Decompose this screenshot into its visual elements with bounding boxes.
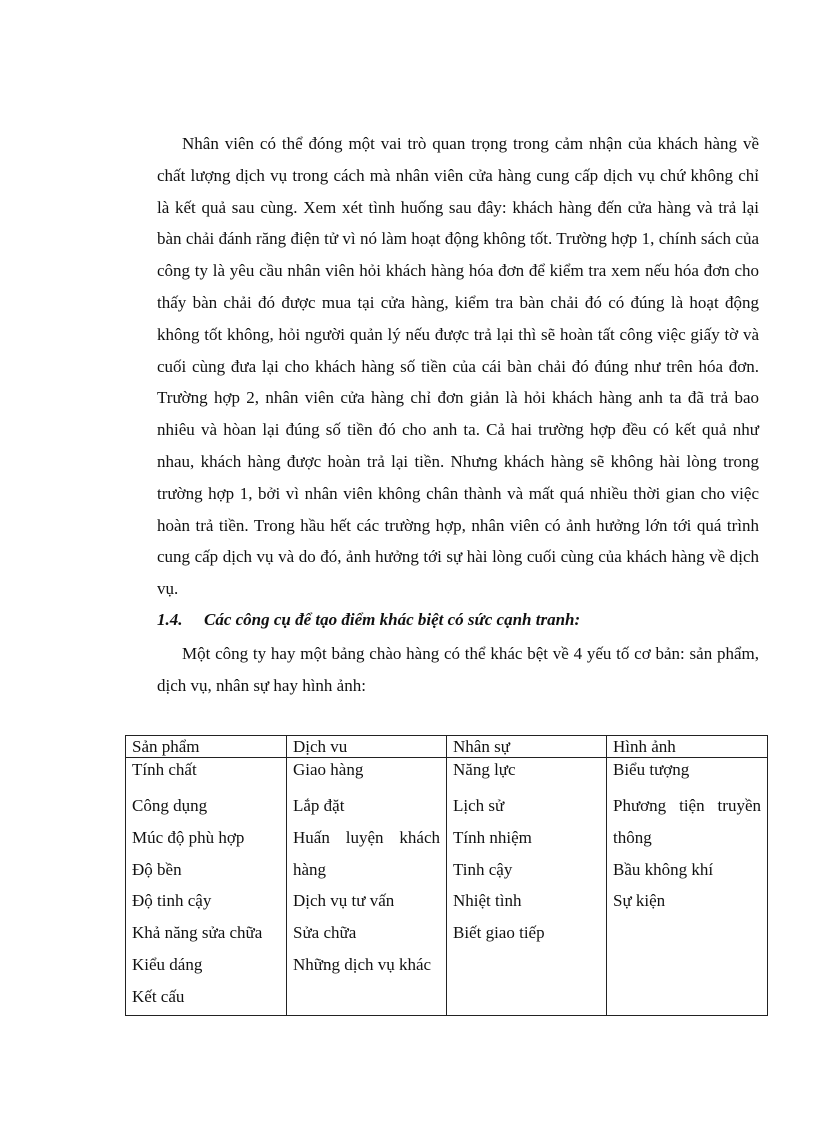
list-item: Tính chất [132,760,197,779]
list-item: Khả năng sửa chữa [132,923,263,943]
list-item: Múc độ phù hợp [132,827,245,847]
list-item: Lắp đặt [293,796,345,815]
list-item: Những dịch vụ khác [293,954,432,974]
table-header-row [126,736,768,758]
list-item: hàng [293,859,327,879]
list-item: Huấn luyện khách [293,827,440,847]
list-item: Năng lực [453,760,516,779]
body-paragraph-intro: Một công ty hay một bảng chào hàng có thể khác bệt về 4 yếu tố cơ bản: sản phẩm, dịch vụ, nhân sự hay hình ảnh: [157,644,759,695]
list-item: Độ bền [132,859,182,879]
list-item: Biết giao tiếp [453,923,545,943]
list-item: Dịch vụ tư vấn [293,891,395,911]
section-title: Các công cụ để tạo điểm khác biệt có sức cạnh tranh: [204,610,581,629]
header-product: Sản phẩm [126,736,287,758]
table-row [126,758,768,1016]
list-item: Tinh cậy [453,859,513,879]
product-cell [126,758,287,1016]
list-item: thông [613,827,652,847]
list-item: Sửa chữa [293,923,357,943]
header-image: Hình ảnh [607,736,768,758]
list-item: Tính nhiệm [453,827,532,847]
list-item: Lịch sử [453,796,505,815]
service-cell [287,758,447,1016]
differentiation-table [125,735,768,1016]
personnel-cell [447,758,607,1016]
section-number: 1.4. [157,610,183,629]
list-item: Biểu tượng [613,760,690,779]
section-heading [157,606,759,634]
header-service: Dịch vu [287,736,447,758]
list-item: Công dụng [132,796,208,815]
image-cell [607,758,768,1016]
list-item: Bầu không khí [613,859,714,879]
header-personnel: Nhân sự [447,736,607,758]
list-item: Độ tinh cậy [132,891,212,911]
list-item: Kiểu dáng [132,954,203,974]
list-item: Sự kiện [613,891,666,911]
list-item: Kết cấu [132,986,185,1006]
list-item: Nhiệt tình [453,891,522,911]
list-item: Phương tiện truyền [613,796,761,815]
body-paragraph-employees: Nhân viên có thể đóng một vai trò quan trọng trong cảm nhận của khách hàng về chất lượng dịch vụ trong cách mà nhân viên cửa hàng cung cấp dịch vụ chứ không chỉ là kết quả sau cùng. Xem xét tình huống sau đây: khách hàng đến cửa hàng và trả lại bàn chải đánh răng điện tử vì nó làm hoạt động không tốt. Trường hợp 1, chính sách của công ty là yêu cầu nhân viên hỏi khách hàng hóa đơn để kiểm tra xem nếu hóa đơn cho thấy bàn chải đó được mua tại cửa hàng, kiểm tra bàn chải đó có đúng là hoạt động không tốt không, hỏi người quản lý nếu được trả lại thì sẽ hoàn tất công việc giấy tờ và cuối cùng đưa lại cho khách hàng số tiền của cái bàn chải đó đúng như trên hóa đơn. Trường hợp 2, nhân viên cửa hàng chỉ đơn giản là hỏi khách hàng anh ta đã trả bao nhiêu và hòan lại đúng số tiền đó cho anh ta. Cả hai trường hợp đều có kết quả như nhau, khách hàng được hoàn trả lại tiền. Nhưng khách hàng sẽ không hài lòng trong trường hợp 1, bởi vì nhân viên không chân thành và mất quá nhiều thời gian cho việc hoàn trả tiền. Trong hầu hết các trường hợp, nhân viên có ảnh hưởng lớn tới quá trình cung cấp dịch vụ và do đó, ảnh hưởng tới sự hài lòng cuối cùng của khách hàng về dịch vụ. [157,134,759,599]
list-item: Giao hàng [293,760,364,779]
